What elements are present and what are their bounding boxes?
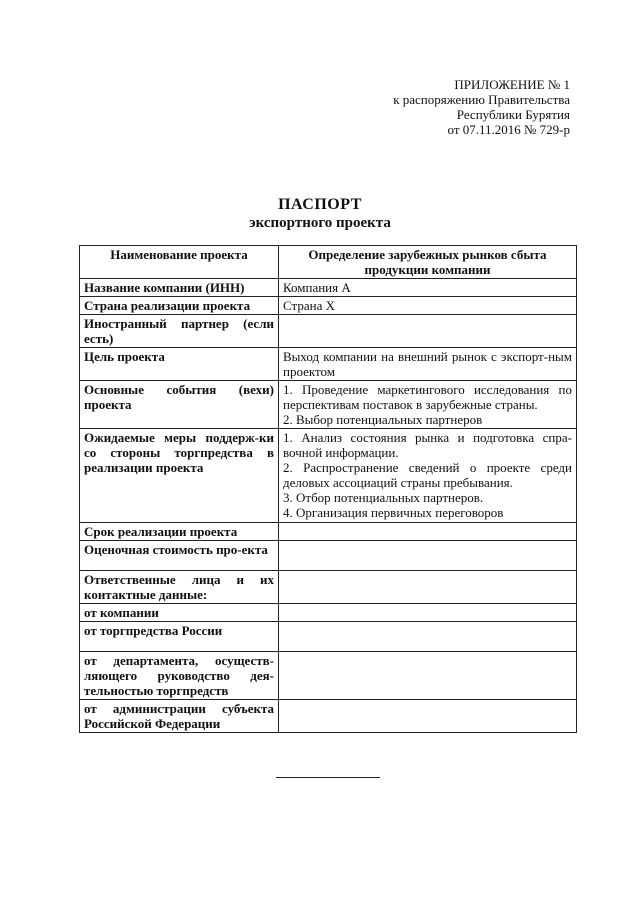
header-col1: Наименование проекта [80, 246, 279, 279]
title-main: ПАСПОРТ [278, 196, 362, 213]
row-value-line: Компания А [283, 280, 351, 295]
row-label: Название компании (ИНН) [80, 279, 279, 297]
row-label: от департамента, осуществ-ляющего руководство дея-тельностью торгпредств [80, 652, 279, 700]
table-body [80, 279, 577, 733]
row-value [279, 652, 577, 700]
row-label: Цель проекта [80, 348, 279, 381]
row-label: от компании [80, 604, 279, 622]
row-value [279, 604, 577, 622]
row-label: Иностранный партнер (если есть) [80, 315, 279, 348]
row-value-line: 2. Распространение сведений о проекте среди деловых ассоциаций страны пребывания. [283, 460, 572, 490]
row-value-line: 2. Выбор потенциальных партнеров [283, 412, 483, 427]
row-value [279, 541, 577, 571]
row-value [279, 700, 577, 733]
row-label: Страна реализации проекта [80, 297, 279, 315]
row-value-line: 3. Отбор потенциальных партнеров. [283, 490, 484, 505]
header-col2: Определение зарубежных рынков сбыта продукции компании [279, 246, 577, 279]
row-label: Срок реализации проекта [80, 523, 279, 541]
row-value [279, 429, 577, 523]
table-row [80, 429, 577, 523]
row-value-line: 4. Организация первичных переговоров [283, 505, 504, 520]
row-value [279, 571, 577, 604]
table-row [80, 652, 577, 700]
row-label: Оценочная стоимость про-екта [80, 541, 279, 571]
table-row [80, 604, 577, 622]
table-row [80, 279, 577, 297]
table-row [80, 348, 577, 381]
title-sub: экспортного проекта [249, 215, 391, 231]
row-value [279, 348, 577, 381]
table-row [80, 622, 577, 652]
row-label: Ответственные лица и их контактные данные: [80, 571, 279, 604]
appendix-block [393, 77, 570, 137]
row-value-line: Страна Х [283, 298, 335, 313]
row-value [279, 381, 577, 429]
table-row [80, 541, 577, 571]
row-value-line: Выход компании на внешний рынок с экспорт-ным проектом [283, 349, 572, 379]
row-value-line: 1. Проведение маркетингового исследования по перспективам поставок в зарубежные страны. [283, 382, 572, 412]
table-row [80, 315, 577, 348]
row-label: Основные события (вехи) проекта [80, 381, 279, 429]
signature-line [276, 777, 380, 778]
row-value [279, 315, 577, 348]
table-row [80, 700, 577, 733]
passport-table [79, 245, 577, 733]
appendix-line: ПРИЛОЖЕНИЕ № 1 [454, 77, 570, 92]
appendix-line: Республики Бурятия [456, 107, 570, 122]
row-value [279, 279, 577, 297]
row-value [279, 297, 577, 315]
row-label: от администрации субъекта Российской Федерации [80, 700, 279, 733]
appendix-line: к распоряжению Правительства [393, 92, 570, 107]
row-value [279, 622, 577, 652]
table-header-row [80, 246, 577, 279]
document-title [0, 196, 640, 232]
appendix-line: от 07.11.2016 № 729-р [447, 122, 570, 137]
table-row [80, 571, 577, 604]
row-value [279, 523, 577, 541]
row-label: от торгпредства России [80, 622, 279, 652]
table-row [80, 523, 577, 541]
row-value-line: 1. Анализ состояния рынка и подготовка спра-вочной информации. [283, 430, 572, 460]
table-row [80, 381, 577, 429]
table-row [80, 297, 577, 315]
row-label: Ожидаемые меры поддерж-ки со стороны торгпредства в реализации проекта [80, 429, 279, 523]
